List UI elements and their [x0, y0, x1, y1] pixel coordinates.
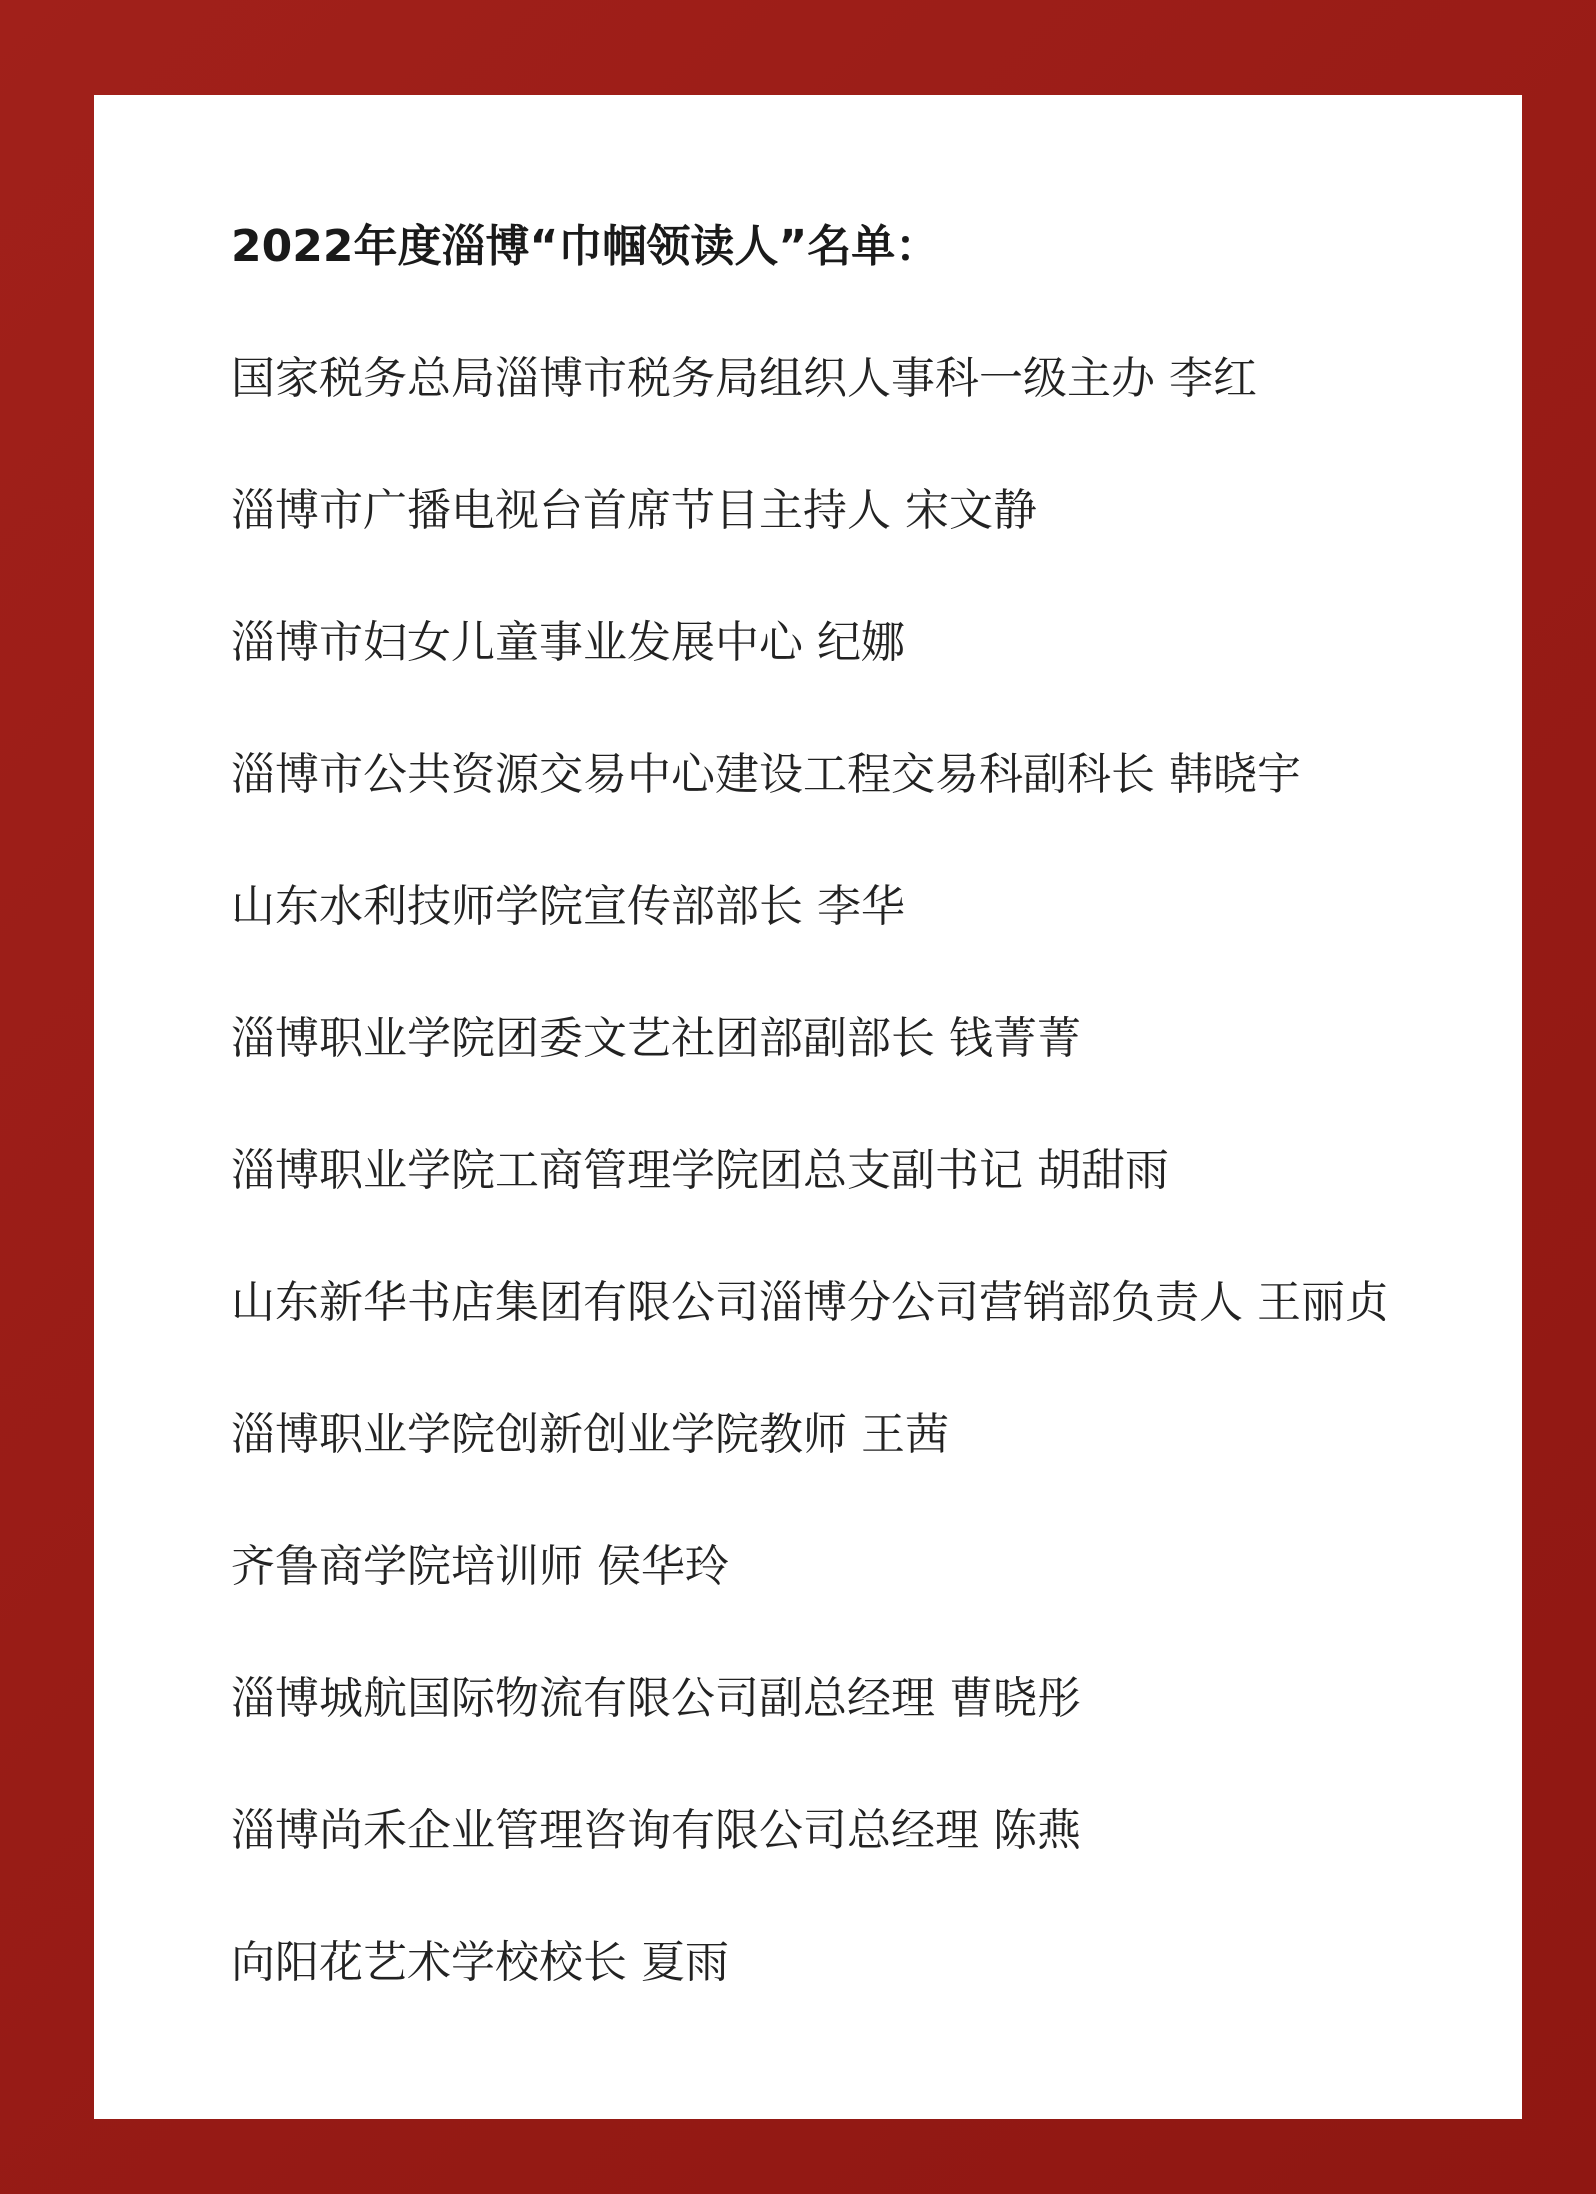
entry-person-name: 王丽贞 [1257, 1277, 1389, 1328]
entry-organization: 山东水利技师学院宣传部部长 [231, 881, 803, 932]
entry-organization: 淄博市妇女儿童事业发展中心 [231, 617, 803, 668]
entry-organization: 齐鲁商学院培训师 [231, 1541, 583, 1592]
entry-person-name: 陈燕 [993, 1805, 1081, 1856]
entry-organization: 淄博职业学院工商管理学院团总支副书记 [231, 1145, 1023, 1196]
entry-person-name: 宋文静 [905, 485, 1037, 536]
list-item [231, 1277, 1389, 1328]
list-item [231, 1541, 729, 1592]
entry-person-name: 钱菁菁 [949, 1013, 1081, 1064]
entry-person-name: 韩晓宇 [1169, 749, 1301, 800]
entry-person-name: 侯华玲 [597, 1541, 729, 1592]
entry-person-name: 曹晓彤 [949, 1673, 1081, 1724]
entry-organization: 国家税务总局淄博市税务局组织人事科一级主办 [231, 353, 1155, 404]
list-item [231, 1013, 1081, 1064]
entry-organization: 淄博城航国际物流有限公司副总经理 [231, 1673, 935, 1724]
list-title: 2022年度淄博“巾帼领读人”名单： [231, 221, 940, 272]
entry-organization: 淄博职业学院创新创业学院教师 [231, 1409, 847, 1460]
list-item [231, 1409, 949, 1460]
document-card [94, 95, 1522, 2119]
entry-person-name: 李华 [817, 881, 905, 932]
list-item [231, 749, 1301, 800]
entry-organization: 淄博职业学院团委文艺社团部副部长 [231, 1013, 935, 1064]
entry-person-name: 胡甜雨 [1037, 1145, 1169, 1196]
list-item [231, 1805, 1081, 1856]
entry-organization: 山东新华书店集团有限公司淄博分公司营销部负责人 [231, 1277, 1243, 1328]
entry-organization: 淄博市公共资源交易中心建设工程交易科副科长 [231, 749, 1155, 800]
list-item [231, 1937, 729, 1988]
list-item [231, 485, 1037, 536]
entry-organization: 淄博市广播电视台首席节目主持人 [231, 485, 891, 536]
list-item [231, 1145, 1169, 1196]
list-item [231, 617, 905, 668]
entry-person-name: 李红 [1169, 353, 1257, 404]
entry-organization: 淄博尚禾企业管理咨询有限公司总经理 [231, 1805, 979, 1856]
entry-person-name: 纪娜 [817, 617, 905, 668]
list-item [231, 881, 905, 932]
list-item [231, 1673, 1081, 1724]
entry-person-name: 王茜 [861, 1409, 949, 1460]
entry-person-name: 夏雨 [641, 1937, 729, 1988]
list-item [231, 353, 1257, 404]
entry-organization: 向阳花艺术学校校长 [231, 1937, 627, 1988]
